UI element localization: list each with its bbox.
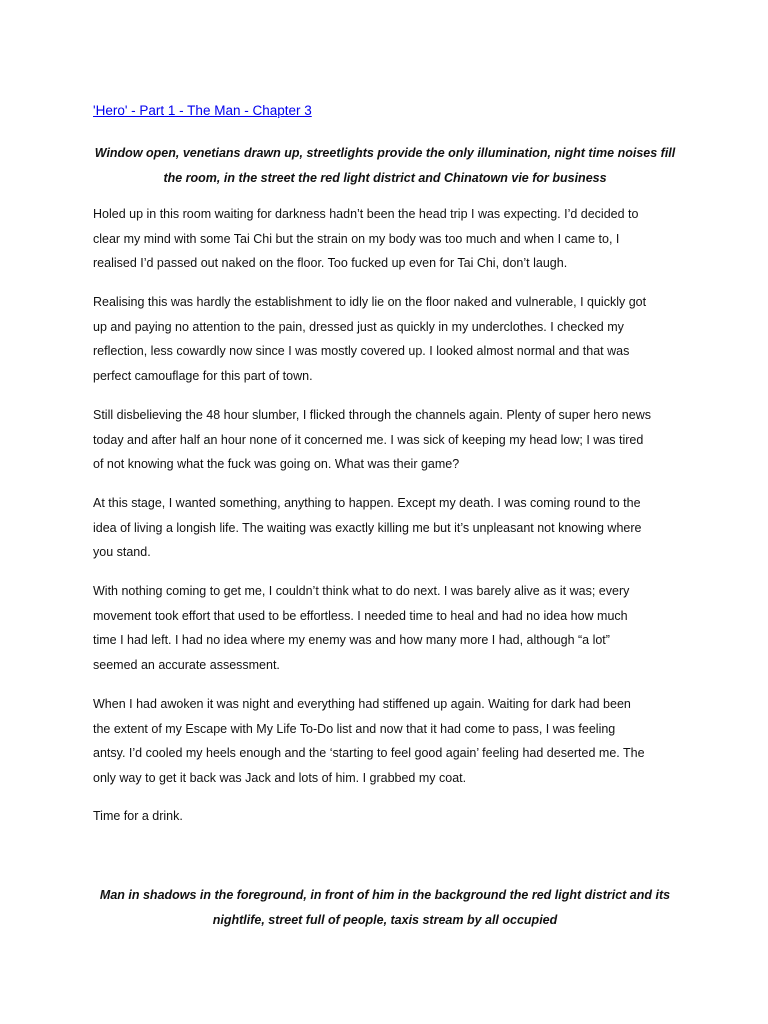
paragraph-line: Holed up in this room waiting for darkness hadn’t been the head trip I was expecting. I’d decided to xyxy=(93,207,639,221)
paragraph-line: realised I’d passed out naked on the floor. Too fucked up even for Tai Chi, don’t laugh. xyxy=(93,256,568,270)
paragraph-line: clear my mind with some Tai Chi but the strain on my body was too much and when I came to, I xyxy=(93,231,620,246)
paragraph-line: antsy. I’d cooled my heels enough and the ‘starting to feel good again’ feeling had deserted me. The xyxy=(93,746,645,760)
caption-line: Man in shadows in the foreground, in front of him in the background the red light district and its xyxy=(99,888,671,902)
paragraph-line: of not knowing what the fuck was going on. What was their game? xyxy=(93,457,460,471)
caption-line: the room, in the street the red light district and Chinatown vie for business xyxy=(163,170,607,185)
paragraph-line: Time for a drink. xyxy=(93,809,183,823)
paragraph-line: movement took effort that used to be effortless. I needed time to heal and had no idea how much xyxy=(93,608,628,623)
paragraph-line: you stand. xyxy=(93,545,151,559)
paragraph xyxy=(93,491,683,565)
paragraph-line: today and after half an hour none of it concerned me. I was sick of keeping my head low; I was tired xyxy=(93,432,644,447)
paragraph xyxy=(93,804,683,829)
paragraph-line: seemed an accurate assessment. xyxy=(93,657,280,672)
paragraph xyxy=(93,692,683,790)
paragraph xyxy=(93,290,683,388)
paragraph-line: reflection, less cowardly now since I was mostly covered up. I looked almost normal and that was xyxy=(93,344,630,358)
paragraph-line: only way to get it back was Jack and lots of him. I grabbed my coat. xyxy=(93,770,467,785)
paragraph-line: Still disbelieving the 48 hour slumber, I flicked through the channels again. Plenty of super hero news xyxy=(93,408,651,422)
paragraph-line: idea of living a longish life. The waiting was exactly killing me but it’s unpleasant not knowing where xyxy=(93,520,642,535)
paragraph-line: With nothing coming to get me, I couldn’t think what to do next. I was barely alive as it was; every xyxy=(93,584,630,598)
paragraph-line: up and paying no attention to the pain, dressed just as quickly in my underclothes. I checked my xyxy=(93,319,624,334)
chapter-title-link[interactable]: 'Hero' - Part 1 - The Man - Chapter 3 xyxy=(93,103,312,118)
paragraph-line: At this stage, I wanted something, anything to happen. Except my death. I was coming round to the xyxy=(93,496,641,510)
scene-caption-top xyxy=(80,141,690,190)
paragraph-line: Realising this was hardly the establishment to idly lie on the floor naked and vulnerable, I quickly got xyxy=(93,295,647,309)
paragraph xyxy=(93,202,683,276)
paragraph-line: time I had left. I had no idea where my enemy was and how many more I had, although “a lot” xyxy=(93,633,610,647)
paragraph-line: perfect camouflage for this part of town. xyxy=(93,368,313,383)
paragraph-line: When I had awoken it was night and everything had stiffened up again. Waiting for dark had been xyxy=(93,697,631,711)
caption-line: Window open, venetians drawn up, streetlights provide the only illumination, night time noises fill xyxy=(94,146,676,160)
paragraph-line: the extent of my Escape with My Life To-Do list and now that it had come to pass, I was feeling xyxy=(93,721,616,736)
paragraph xyxy=(93,403,683,477)
paragraph xyxy=(93,579,683,677)
scene-caption-bottom xyxy=(80,883,690,932)
caption-line: nightlife, street full of people, taxis stream by all occupied xyxy=(212,912,558,927)
